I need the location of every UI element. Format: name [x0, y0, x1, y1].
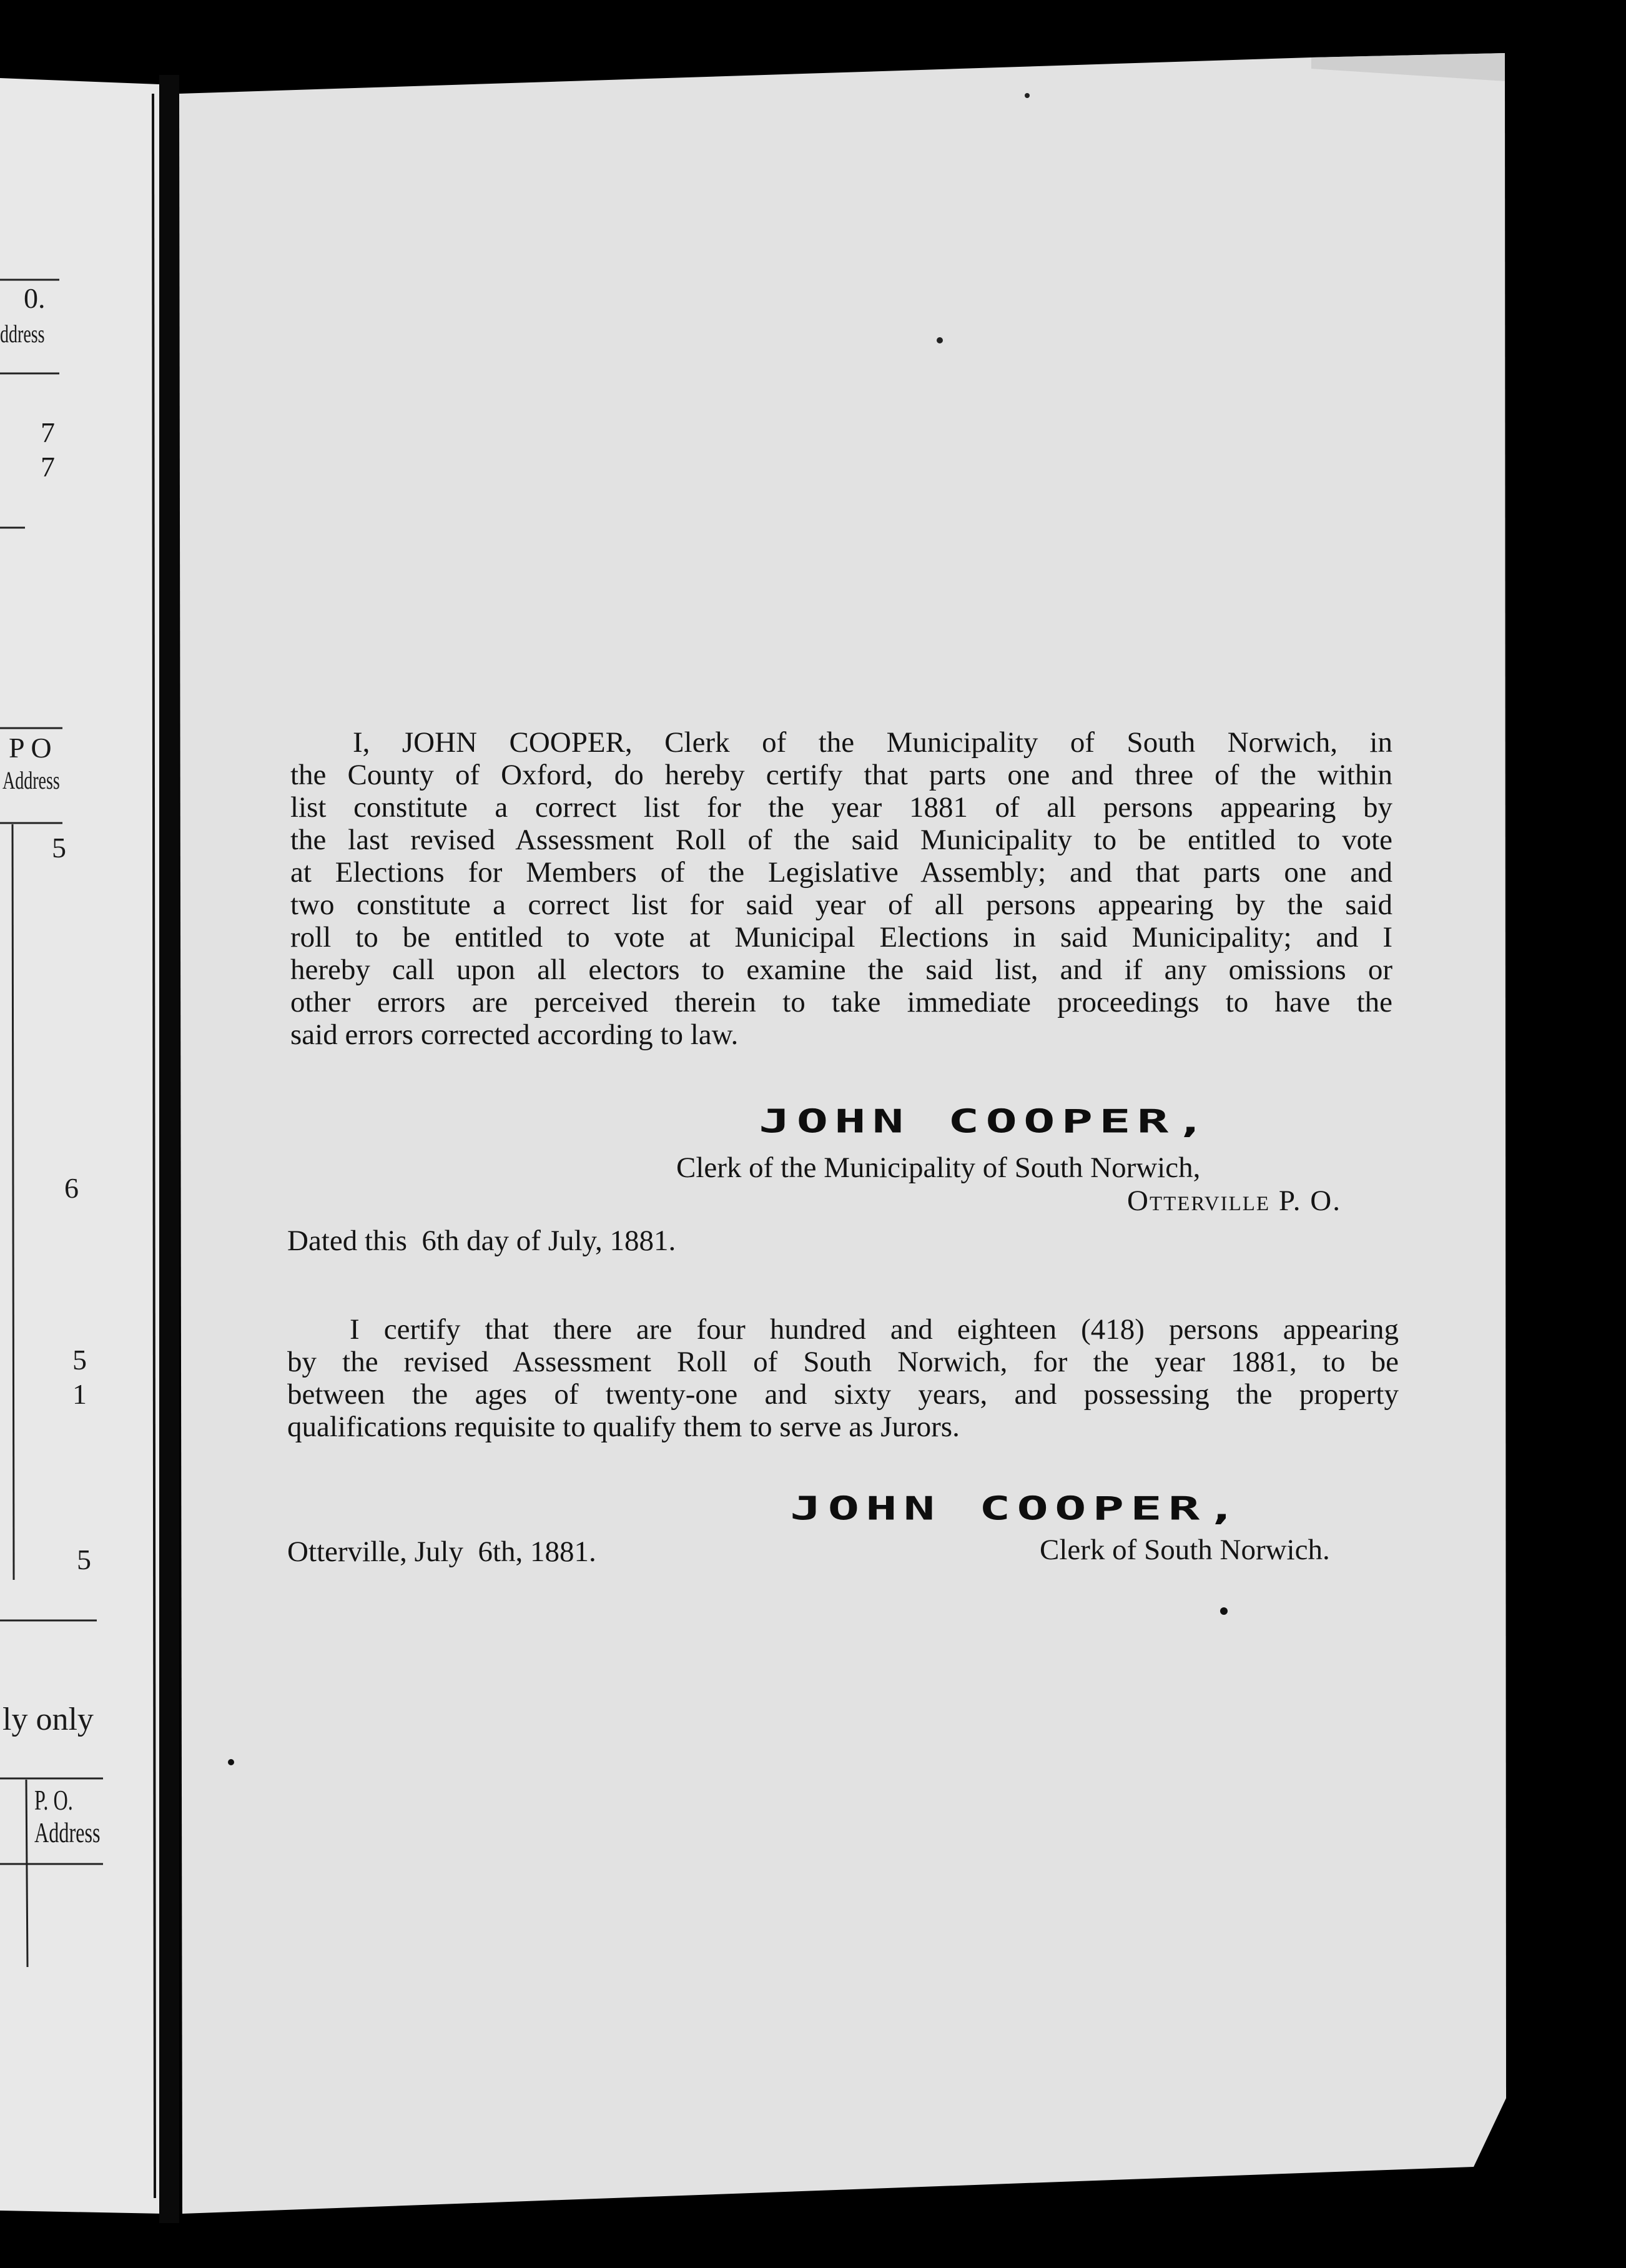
certificate-line: other errors are perceived therein to take immediate proceedings to have the — [290, 986, 1392, 1018]
post-office: Otterville P. O. — [1127, 1185, 1341, 1217]
jurors-paragraph — [287, 1313, 1399, 1443]
left-row-number: 7 — [41, 451, 55, 483]
left-col-header: P O — [9, 732, 52, 764]
clerk-title: Clerk of the Municipality of South Norwich, — [676, 1151, 1201, 1184]
jurors-line: by the revised Assessment Roll of South Norwich, for the year 1881, to be — [287, 1346, 1399, 1378]
left-row-number: 5 — [77, 1544, 91, 1575]
certificate-paragraph — [290, 726, 1392, 1051]
left-row-number: 7 — [41, 417, 55, 448]
clerk-signature: JOHN COOPER, — [759, 1102, 1213, 1140]
jurors-line: qualifications requisite to qualify them to serve as Jurors. — [287, 1411, 960, 1443]
jurors-place-date: Otterville, July 6th, 1881. — [287, 1536, 596, 1568]
left-col-header-sub: Address — [34, 1817, 101, 1848]
certificate-line: roll to be entitled to vote at Municipal Elections in said Municipality; and I — [290, 921, 1392, 954]
left-row-number: 6 — [64, 1172, 79, 1204]
jurors-line: I certify that there are four hundred and eighteen (418) persons appearing — [350, 1313, 1399, 1346]
dated-line: Dated this 6th day of July, 1881. — [287, 1225, 676, 1257]
left-col-header: 0. — [24, 282, 46, 314]
jurors-clerk-title: Clerk of South Norwich. — [1040, 1534, 1330, 1566]
left-row-number: 5 — [72, 1344, 87, 1376]
certificate-line: the County of Oxford, do hereby certify that parts one and three of the within — [290, 759, 1392, 791]
certificate-line: two constitute a correct list for said year of all persons appearing by the said — [290, 889, 1392, 921]
jurors-clerk-signature: JOHN COOPER, — [790, 1489, 1244, 1527]
left-col-header-sub: ddress — [0, 320, 45, 348]
left-col-header-sub: Address — [2, 766, 60, 794]
certificate-line: I, JOHN COOPER, Clerk of the Municipality of South Norwich, in — [353, 726, 1392, 759]
left-row-number: 1 — [72, 1378, 87, 1410]
certificate-line: said errors corrected according to law. — [290, 1018, 739, 1051]
certificate-line: the last revised Assessment Roll of the said Municipality to be entitled to vote — [290, 824, 1392, 856]
left-label: ly only — [2, 1702, 94, 1737]
certificate-line: hereby call upon all electors to examine the said list, and if any omissions or — [290, 954, 1392, 986]
left-row-number: 5 — [52, 832, 66, 864]
jurors-line: between the ages of twenty-one and sixty years, and possessing the property — [287, 1378, 1399, 1411]
certificate-line: list constitute a correct list for the year 1881 of all persons appearing by — [290, 791, 1392, 824]
left-col-header: P. O. — [34, 1784, 73, 1816]
certificate-line: at Elections for Members of the Legislative Assembly; and that parts one and — [290, 856, 1392, 889]
